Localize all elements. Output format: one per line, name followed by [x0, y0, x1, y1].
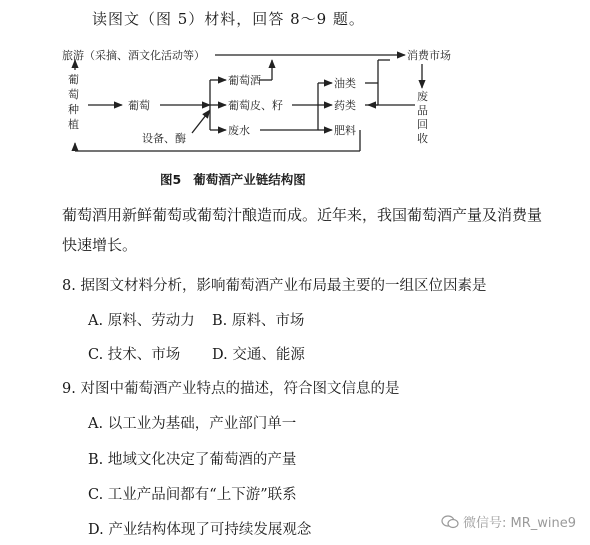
svg-text:收: 收: [417, 132, 428, 145]
figure-caption: [160, 170, 306, 188]
q9-option-a: A. 以工业为基础，产业部门单一: [88, 416, 297, 432]
svg-text:葡: 葡: [68, 73, 79, 86]
question-9-stem: 9. 对图中葡萄酒产业特点的描述，符合图文信息的是: [62, 381, 400, 397]
q8-option-b: B. 原料、市场: [212, 313, 305, 329]
label-consumer-market: 消费市场: [407, 49, 451, 62]
label-fertilizer: 肥料: [334, 124, 356, 137]
svg-text:萄: 萄: [68, 88, 79, 101]
svg-text:废: 废: [417, 90, 428, 103]
label-grape-skin: 葡萄皮、籽: [228, 99, 283, 112]
q8-option-a: A. 原料、劳动力: [88, 313, 195, 329]
figure-title: 葡萄酒产业链结构图: [193, 172, 306, 187]
q9-option-b: B. 地域文化决定了葡萄酒的产量: [88, 452, 297, 468]
label-equipment: 设备、酶: [142, 132, 186, 145]
label-waste-water: 废水: [228, 124, 250, 137]
intro-text: 读图文（图 5）材料，回答 8～9 题。: [92, 10, 365, 28]
industry-chain-diagram: [60, 38, 500, 163]
wechat-watermark: [441, 512, 576, 531]
svg-text:植: 植: [68, 118, 79, 131]
label-planting: [68, 72, 79, 131]
svg-text:品: 品: [417, 104, 428, 117]
svg-text:种: 种: [68, 103, 79, 116]
intro-paragraph: 葡萄酒用新鲜葡萄或葡萄汁酿造而成。近年来，我国葡萄酒产量及消费量快速增长。: [62, 206, 543, 254]
svg-text:回: 回: [417, 118, 428, 131]
q9-option-c: C. 工业产品间都有“上下游”联系: [88, 487, 297, 503]
wechat-icon: [441, 515, 459, 529]
label-tourism: 旅游（采摘、酒文化活动等）: [62, 49, 205, 62]
q8-option-c: C. 技术、市场: [88, 347, 181, 363]
q8-option-d: D. 交通、能源: [212, 347, 305, 363]
label-wine: 葡萄酒: [228, 74, 261, 87]
label-waste-recycling: [417, 90, 428, 145]
question-8-stem: 8. 据图文材料分析，影响葡萄酒产业布局最主要的一组区位因素是: [62, 278, 487, 294]
label-medicines: 药类: [334, 99, 356, 112]
figure-number: 图5: [160, 172, 182, 187]
watermark-text: 微信号: MR_wine9: [462, 516, 576, 531]
label-grapes: 葡萄: [128, 99, 150, 112]
q9-option-d: D. 产业结构体现了可持续发展观念: [88, 522, 312, 538]
label-oils: 油类: [334, 77, 356, 90]
